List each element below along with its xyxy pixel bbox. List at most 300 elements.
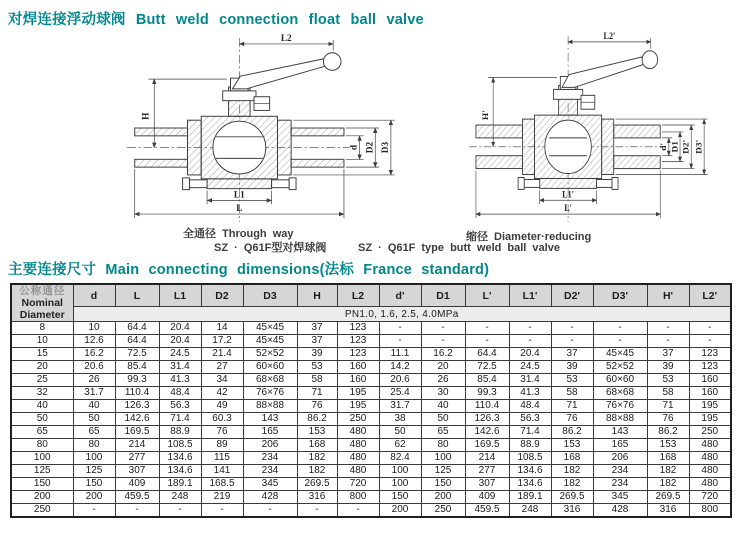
table-cell: 160 — [689, 387, 731, 400]
dimension-table — [10, 283, 732, 518]
table-cell: 182 — [297, 452, 337, 465]
table-cell: 86.2 — [551, 426, 593, 439]
table-cell: 141 — [201, 465, 243, 478]
dimension-table-body — [11, 322, 731, 517]
table-cell: 53 — [297, 361, 337, 374]
table-cell: 409 — [115, 478, 159, 491]
valve-drawing-through-way — [78, 32, 430, 226]
table-cell: 37 — [297, 335, 337, 348]
table-cell: 345 — [243, 478, 297, 491]
section-title: 主要连接尺寸 Main connecting dimensions(法标 France standard) — [8, 262, 490, 278]
table-cell: 14 — [201, 322, 243, 335]
caption-reducing: 缩径 Diameter·reducing — [466, 231, 592, 243]
table-cell: 76 — [201, 426, 243, 439]
table-row — [11, 361, 731, 374]
table-cell: 14.2 — [379, 361, 421, 374]
column-header: L' — [465, 284, 509, 307]
table-cell: 459.5 — [465, 504, 509, 517]
table-cell: - — [465, 335, 509, 348]
table-cell: 31.7 — [73, 387, 115, 400]
table-cell: 31.7 — [379, 400, 421, 413]
table-cell: - — [689, 335, 731, 348]
column-header: L1' — [509, 284, 551, 307]
table-cell: - — [551, 322, 593, 335]
table-cell: 71 — [551, 400, 593, 413]
table-cell: 206 — [243, 439, 297, 452]
dim-label-D2: D2 — [365, 141, 376, 154]
table-cell: 480 — [337, 465, 379, 478]
dim-label-H: H — [141, 112, 152, 120]
table-cell: 134.6 — [159, 452, 201, 465]
page-title: 对焊连接浮动球阀 Butt weld connection float ball valve — [8, 12, 424, 28]
table-cell: 85.4 — [465, 374, 509, 387]
table-cell: 40 — [421, 400, 465, 413]
table-cell: - — [421, 335, 465, 348]
table-cell: 76×76 — [243, 387, 297, 400]
table-cell: 269.5 — [647, 491, 689, 504]
table-cell: 169.5 — [115, 426, 159, 439]
table-cell: 200 — [421, 491, 465, 504]
table-cell: - — [115, 504, 159, 517]
table-row — [11, 348, 731, 361]
column-header: D2 — [201, 284, 243, 307]
table-cell: 30 — [421, 387, 465, 400]
table-cell: 88.9 — [509, 439, 551, 452]
table-cell: 160 — [689, 374, 731, 387]
table-cell: 58 — [647, 387, 689, 400]
dim-label-D1: D1 — [670, 141, 680, 153]
table-row — [11, 413, 731, 426]
caption-through-way-model: SZ · Q61F型对焊球阀 — [214, 242, 327, 254]
table-cell: 108.5 — [509, 452, 551, 465]
table-row — [11, 491, 731, 504]
table-cell: 34 — [201, 374, 243, 387]
table-cell: 160 — [337, 374, 379, 387]
table-cell: 88×88 — [593, 413, 647, 426]
table-cell: 800 — [337, 491, 379, 504]
table-cell: 214 — [115, 439, 159, 452]
table-cell: 110.4 — [465, 400, 509, 413]
table-cell: 110.4 — [115, 387, 159, 400]
table-cell: 45×45 — [593, 348, 647, 361]
pressure-rating-row — [11, 307, 731, 322]
nominal-diameter-cell: 150 — [11, 478, 73, 491]
table-row — [11, 335, 731, 348]
table-cell: - — [509, 335, 551, 348]
table-cell: 16.2 — [421, 348, 465, 361]
table-cell: 195 — [689, 413, 731, 426]
table-cell: 142.6 — [465, 426, 509, 439]
table-cell: 65 — [73, 426, 115, 439]
table-cell: 182 — [551, 465, 593, 478]
column-header: H — [297, 284, 337, 307]
table-cell: 459.5 — [115, 491, 159, 504]
table-cell: - — [73, 504, 115, 517]
column-header: L — [115, 284, 159, 307]
table-cell: 277 — [465, 465, 509, 478]
table-cell: 168 — [297, 439, 337, 452]
dim-label-L1: L1 — [233, 190, 245, 201]
table-cell: 50 — [73, 413, 115, 426]
table-cell: - — [379, 322, 421, 335]
dim-label-L1-prime: L1' — [562, 188, 574, 200]
table-cell: 345 — [593, 491, 647, 504]
dim-label-L: L — [236, 204, 243, 215]
table-cell: - — [337, 504, 379, 517]
pressure-rating-cell: PN1.0, 1.6, 2.5, 4.0MPa — [73, 307, 731, 322]
table-cell: 200 — [73, 491, 115, 504]
table-cell: 143 — [243, 413, 297, 426]
table-cell: 11.1 — [379, 348, 421, 361]
table-cell: 720 — [337, 478, 379, 491]
table-cell: 71.4 — [159, 413, 201, 426]
table-cell: 143 — [593, 426, 647, 439]
table-cell: 169.5 — [465, 439, 509, 452]
table-cell: 76 — [551, 413, 593, 426]
table-cell: 150 — [379, 491, 421, 504]
table-cell: 182 — [551, 478, 593, 491]
column-header: D2' — [551, 284, 593, 307]
table-cell: 269.5 — [297, 478, 337, 491]
dim-label-L-prime: L' — [564, 202, 572, 214]
table-cell: 480 — [337, 439, 379, 452]
table-cell: 250 — [689, 426, 731, 439]
table-cell: 142.6 — [115, 413, 159, 426]
table-cell: 42 — [201, 387, 243, 400]
table-cell: - — [647, 335, 689, 348]
table-cell: 189.1 — [509, 491, 551, 504]
table-cell: 125 — [421, 465, 465, 478]
nominal-diameter-cell: 25 — [11, 374, 73, 387]
table-cell: 100 — [379, 478, 421, 491]
nominal-diameter-cell: 80 — [11, 439, 73, 452]
table-cell: 53 — [551, 374, 593, 387]
table-cell: 27 — [201, 361, 243, 374]
table-cell: 234 — [243, 452, 297, 465]
table-cell: 48.4 — [509, 400, 551, 413]
table-cell: 134.6 — [159, 465, 201, 478]
table-cell: 12.6 — [73, 335, 115, 348]
table-cell: 64.4 — [115, 335, 159, 348]
table-cell: 123 — [689, 361, 731, 374]
table-row — [11, 504, 731, 517]
table-cell: 10 — [73, 322, 115, 335]
table-cell: 60.3 — [201, 413, 243, 426]
corner-header-en1: Nominal — [21, 297, 63, 310]
column-header: L2 — [337, 284, 379, 307]
table-cell: 480 — [689, 439, 731, 452]
table-cell: 134.6 — [509, 465, 551, 478]
table-cell: 86.2 — [647, 426, 689, 439]
table-cell: 64.4 — [465, 348, 509, 361]
table-cell: 76 — [297, 400, 337, 413]
nominal-diameter-cell: 40 — [11, 400, 73, 413]
table-cell: 123 — [337, 348, 379, 361]
table-cell: 150 — [73, 478, 115, 491]
table-cell: 123 — [337, 322, 379, 335]
table-cell: 200 — [379, 504, 421, 517]
table-cell: - — [647, 322, 689, 335]
table-cell: 86.2 — [297, 413, 337, 426]
column-header: d' — [379, 284, 421, 307]
table-cell: 316 — [647, 504, 689, 517]
table-cell: 40 — [73, 400, 115, 413]
table-cell: 153 — [551, 439, 593, 452]
table-cell: 115 — [201, 452, 243, 465]
nominal-diameter-cell: 65 — [11, 426, 73, 439]
table-cell: - — [421, 322, 465, 335]
table-cell: 68×68 — [243, 374, 297, 387]
dim-label-L2-prime: L2' — [603, 30, 616, 42]
table-cell: 125 — [73, 465, 115, 478]
table-cell: 409 — [465, 491, 509, 504]
table-cell: 31.4 — [159, 361, 201, 374]
table-cell: 182 — [647, 465, 689, 478]
table-cell: 37 — [551, 348, 593, 361]
table-cell: 65 — [421, 426, 465, 439]
table-row — [11, 465, 731, 478]
nominal-diameter-cell: 100 — [11, 452, 73, 465]
table-cell: 189.1 — [159, 478, 201, 491]
table-cell: 26 — [421, 374, 465, 387]
table-cell: 76×76 — [593, 400, 647, 413]
table-cell: - — [201, 504, 243, 517]
table-cell: 123 — [337, 335, 379, 348]
table-cell: 195 — [337, 387, 379, 400]
table-cell: 250 — [421, 504, 465, 517]
table-cell: 64.4 — [115, 322, 159, 335]
dim-label-D3: D3 — [380, 141, 391, 154]
table-cell: 269.5 — [551, 491, 593, 504]
table-cell: 80 — [421, 439, 465, 452]
table-cell: 76 — [647, 413, 689, 426]
table-cell: 99.3 — [115, 374, 159, 387]
table-cell: 150 — [421, 478, 465, 491]
table-cell: 72.5 — [465, 361, 509, 374]
table-row — [11, 478, 731, 491]
table-cell: 50 — [379, 426, 421, 439]
nominal-diameter-cell: 125 — [11, 465, 73, 478]
table-cell: 20.4 — [509, 348, 551, 361]
table-cell: 99.3 — [465, 387, 509, 400]
caption-reducing-model: SZ · Q61F type butt weld ball valve — [358, 242, 560, 254]
table-cell: 88×88 — [243, 400, 297, 413]
table-cell: 39 — [297, 348, 337, 361]
table-cell: 480 — [337, 452, 379, 465]
dim-label-D3-prime: D3' — [694, 139, 704, 154]
table-cell: 126.3 — [465, 413, 509, 426]
column-header: D3' — [593, 284, 647, 307]
table-cell: 316 — [551, 504, 593, 517]
table-cell: 20 — [421, 361, 465, 374]
table-cell: 720 — [689, 491, 731, 504]
table-cell: 195 — [689, 400, 731, 413]
table-cell: 38 — [379, 413, 421, 426]
table-cell: 250 — [337, 413, 379, 426]
table-cell: 24.5 — [509, 361, 551, 374]
table-cell: 56.3 — [509, 413, 551, 426]
table-cell: 307 — [115, 465, 159, 478]
table-cell: 52×52 — [593, 361, 647, 374]
column-header: L1 — [159, 284, 201, 307]
dim-label-D2-prime: D2' — [681, 139, 691, 154]
table-cell: 21.4 — [201, 348, 243, 361]
table-cell: 39 — [647, 361, 689, 374]
table-cell: 160 — [337, 361, 379, 374]
table-cell: 153 — [297, 426, 337, 439]
table-row — [11, 322, 731, 335]
table-cell: 100 — [379, 465, 421, 478]
dim-label-L2: L2 — [280, 34, 292, 44]
table-cell: 58 — [551, 387, 593, 400]
table-cell: 480 — [689, 478, 731, 491]
table-row — [11, 426, 731, 439]
table-cell: 134.6 — [509, 478, 551, 491]
table-cell: - — [159, 504, 201, 517]
table-row — [11, 452, 731, 465]
table-cell: 71 — [297, 387, 337, 400]
table-cell: 126.3 — [115, 400, 159, 413]
table-row — [11, 400, 731, 413]
table-cell: - — [243, 504, 297, 517]
table-cell: 277 — [115, 452, 159, 465]
column-header: d — [73, 284, 115, 307]
table-cell: 219 — [201, 491, 243, 504]
table-cell: 800 — [689, 504, 731, 517]
table-cell: - — [593, 335, 647, 348]
table-cell: 60×60 — [243, 361, 297, 374]
table-cell: 182 — [647, 478, 689, 491]
table-cell: 480 — [337, 426, 379, 439]
valve-drawing-reducing — [426, 30, 736, 226]
table-cell: 89 — [201, 439, 243, 452]
table-cell: - — [689, 322, 731, 335]
table-cell: 17.2 — [201, 335, 243, 348]
table-cell: 41.3 — [509, 387, 551, 400]
dim-label-d-prime: d' — [658, 142, 669, 151]
column-header: D3 — [243, 284, 297, 307]
table-cell: 20.6 — [379, 374, 421, 387]
table-cell: 316 — [297, 491, 337, 504]
table-cell: 41.3 — [159, 374, 201, 387]
nominal-diameter-cell: 10 — [11, 335, 73, 348]
table-cell: 71 — [647, 400, 689, 413]
table-cell: - — [465, 322, 509, 335]
table-cell: 100 — [421, 452, 465, 465]
table-cell: 71.4 — [509, 426, 551, 439]
table-cell: 428 — [243, 491, 297, 504]
table-cell: - — [297, 504, 337, 517]
table-cell: 85.4 — [115, 361, 159, 374]
caption-through-way: 全通径 Through way — [183, 228, 294, 240]
dim-label-d: d — [349, 144, 360, 151]
table-cell: 39 — [551, 361, 593, 374]
table-cell: 428 — [593, 504, 647, 517]
nominal-diameter-cell: 32 — [11, 387, 73, 400]
table-cell: 168 — [647, 452, 689, 465]
nominal-diameter-cell: 250 — [11, 504, 73, 517]
table-row — [11, 387, 731, 400]
table-cell: 20.6 — [73, 361, 115, 374]
table-row — [11, 439, 731, 452]
nominal-diameter-cell: 15 — [11, 348, 73, 361]
table-cell: 307 — [465, 478, 509, 491]
nominal-diameter-cell: 50 — [11, 413, 73, 426]
corner-header-cell — [11, 284, 73, 322]
table-cell: 25.4 — [379, 387, 421, 400]
table-cell: 168.5 — [201, 478, 243, 491]
table-cell: - — [509, 322, 551, 335]
table-cell: 56.3 — [159, 400, 201, 413]
table-cell: 48.4 — [159, 387, 201, 400]
table-cell: 58 — [297, 374, 337, 387]
table-cell: 62 — [379, 439, 421, 452]
corner-header-zh: 公称通径 — [19, 285, 66, 297]
corner-header-en2: Diameter — [19, 309, 65, 322]
table-cell: 26 — [73, 374, 115, 387]
table-cell: 214 — [465, 452, 509, 465]
table-cell: 168 — [551, 452, 593, 465]
table-cell: 60×60 — [593, 374, 647, 387]
table-cell: 165 — [243, 426, 297, 439]
table-cell: 234 — [243, 465, 297, 478]
nominal-diameter-cell: 8 — [11, 322, 73, 335]
table-cell: 123 — [689, 348, 731, 361]
table-cell: 108.5 — [159, 439, 201, 452]
table-row — [11, 374, 731, 387]
table-cell: 49 — [201, 400, 243, 413]
table-cell: 37 — [647, 348, 689, 361]
table-cell: 20.4 — [159, 322, 201, 335]
table-cell: 20.4 — [159, 335, 201, 348]
table-cell: 165 — [593, 439, 647, 452]
table-cell: 16.2 — [73, 348, 115, 361]
column-header: L2' — [689, 284, 731, 307]
table-header-row — [11, 284, 731, 307]
table-cell: - — [379, 335, 421, 348]
table-cell: 52×52 — [243, 348, 297, 361]
table-cell: 480 — [689, 452, 731, 465]
table-cell: 80 — [73, 439, 115, 452]
table-cell: 24.5 — [159, 348, 201, 361]
table-cell: 68×68 — [593, 387, 647, 400]
table-cell: 53 — [647, 374, 689, 387]
table-cell: 195 — [337, 400, 379, 413]
table-cell: 50 — [421, 413, 465, 426]
table-cell: 31.4 — [509, 374, 551, 387]
table-cell: 153 — [647, 439, 689, 452]
nominal-diameter-cell: 20 — [11, 361, 73, 374]
table-cell: 480 — [689, 465, 731, 478]
table-cell: - — [593, 322, 647, 335]
table-cell: 100 — [73, 452, 115, 465]
table-cell: 37 — [297, 322, 337, 335]
table-cell: 45×45 — [243, 322, 297, 335]
column-header: H' — [647, 284, 689, 307]
table-cell: 45×45 — [243, 335, 297, 348]
table-cell: 82.4 — [379, 452, 421, 465]
table-cell: 248 — [509, 504, 551, 517]
table-cell: 206 — [593, 452, 647, 465]
table-cell: 234 — [593, 465, 647, 478]
table-cell: 182 — [297, 465, 337, 478]
column-header: D1 — [421, 284, 465, 307]
table-cell: 248 — [159, 491, 201, 504]
table-cell: - — [551, 335, 593, 348]
table-cell: 72.5 — [115, 348, 159, 361]
table-cell: 234 — [593, 478, 647, 491]
nominal-diameter-cell: 200 — [11, 491, 73, 504]
